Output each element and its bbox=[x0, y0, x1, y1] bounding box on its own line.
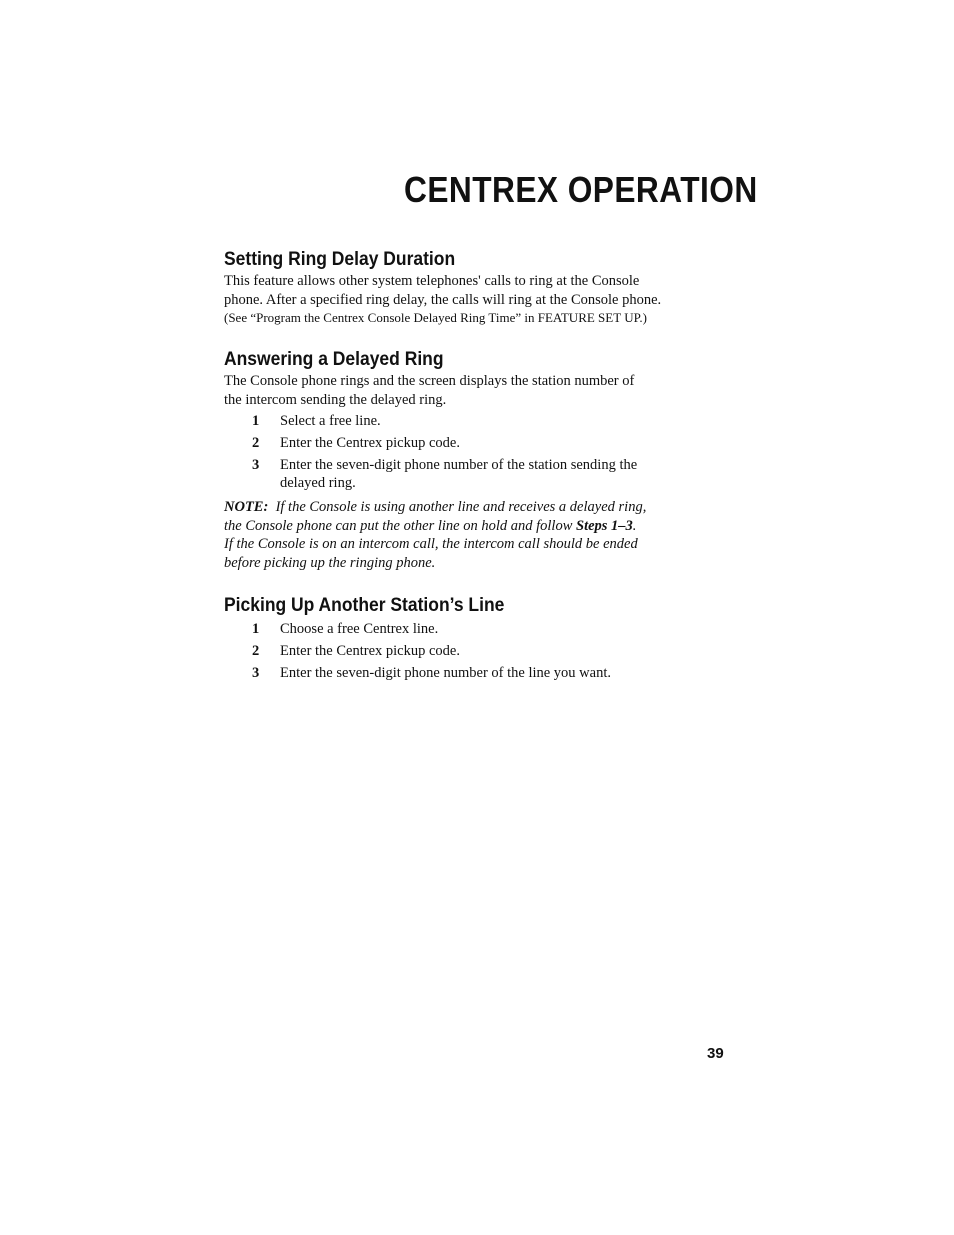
note-line: . bbox=[632, 517, 637, 534]
section-answering-delayed-ring bbox=[224, 348, 736, 573]
paragraph-line: phone. After a specified ring delay, the calls will ring at the Console phone. bbox=[224, 291, 662, 308]
note-line: If the Console is on an intercom call, the intercom call should be ended bbox=[224, 536, 638, 553]
list-item bbox=[224, 642, 736, 660]
step-number: 3 bbox=[252, 665, 260, 681]
list-item bbox=[224, 620, 736, 638]
section-heading: Picking Up Another Station’s Line bbox=[224, 595, 505, 616]
step-text: Enter the Centrex pickup code. bbox=[280, 643, 460, 659]
step-text: Select a free line. bbox=[280, 413, 381, 429]
step-number: 1 bbox=[252, 621, 260, 637]
page-title: CENTREX OPERATION bbox=[404, 169, 758, 210]
step-text: delayed ring. bbox=[280, 475, 356, 491]
step-list bbox=[224, 620, 736, 682]
note-label: NOTE: bbox=[224, 499, 269, 515]
paragraph-line: the intercom sending the delayed ring. bbox=[224, 391, 447, 408]
step-number: 1 bbox=[252, 413, 260, 429]
section-paragraph bbox=[224, 272, 736, 328]
step-number: 2 bbox=[252, 643, 260, 659]
section-heading: Setting Ring Delay Duration bbox=[224, 249, 456, 270]
step-list bbox=[224, 412, 736, 492]
list-item bbox=[224, 664, 736, 682]
step-number: 2 bbox=[252, 435, 260, 451]
step-text: Enter the seven-digit phone number of the station sending the bbox=[280, 457, 638, 473]
list-item bbox=[224, 434, 736, 452]
paragraph-line: This feature allows other system telephones' calls to ring at the Console bbox=[224, 273, 640, 289]
paragraph-line: (See “Program the Centrex Console Delayed Ring Time” in FEATURE SET UP.) bbox=[224, 310, 647, 325]
note-line: before picking up the ringing phone. bbox=[224, 555, 436, 572]
section-paragraph bbox=[224, 372, 736, 409]
section-picking-up-line bbox=[224, 594, 736, 686]
list-item bbox=[224, 456, 736, 492]
step-text: Choose a free Centrex line. bbox=[280, 621, 439, 637]
section-setting-ring-delay bbox=[224, 248, 736, 328]
note-line: the Console phone can put the other line on hold and follow bbox=[224, 517, 576, 534]
step-number: 3 bbox=[252, 457, 260, 473]
note-line: If the Console is using another line and receives a delayed ring, bbox=[275, 499, 647, 515]
section-heading: Answering a Delayed Ring bbox=[224, 349, 444, 370]
step-text: Enter the seven-digit phone number of the line you want. bbox=[280, 665, 611, 681]
page-number: 39 bbox=[707, 1045, 724, 1062]
paragraph-line: The Console phone rings and the screen displays the station number of bbox=[224, 373, 635, 389]
note-block bbox=[224, 498, 736, 573]
step-text: Enter the Centrex pickup code. bbox=[280, 435, 460, 451]
list-item bbox=[224, 412, 736, 430]
note-step-reference: Steps 1–3 bbox=[576, 517, 633, 534]
